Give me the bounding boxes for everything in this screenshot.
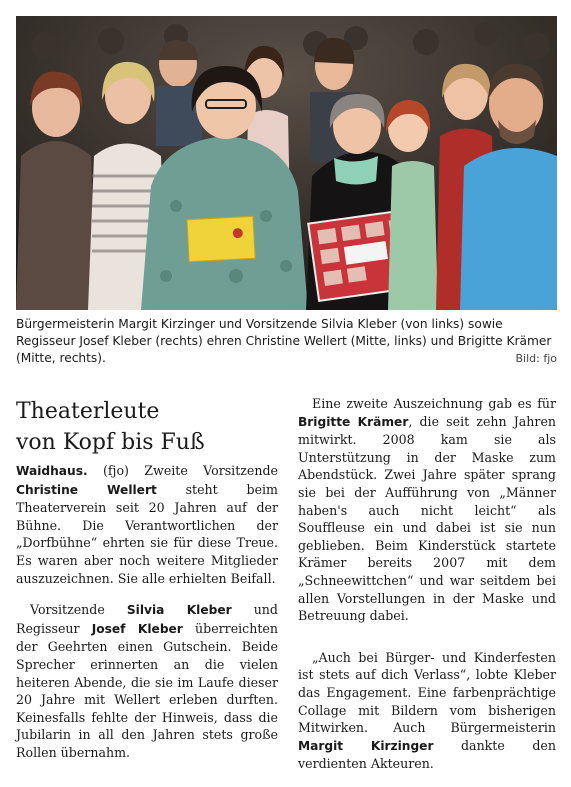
name-silvia-kleber: Silvia Kleber [126, 603, 232, 618]
article-paragraph-4: „Auch bei Bürger- und Kinderfesten ist stets auf dich Verlass“, lobte Kleber das Engagement. Eine farbenprächtige Collage mit Bildern vom bisherigen Mitwirken. Auch Bürgermeisterin Margit Kirzinger dankte den verdienten Akteuren. [298, 649, 556, 772]
article-paragraph-1: Waidhaus. (fjo) Zweite Vorsitzende Christine Wellert steht beim Theaterverein seit 20 Jahren auf der Bühne. Die Verantwortlichen der „Dorfbühne“ ehrten sie für diese Treue. Es waren aber noch weitere Mitglieder auszuzeichnen. Sie alle erhielten Beifall. [16, 463, 279, 586]
photo-caption [16, 316, 557, 367]
group-photo [16, 16, 557, 310]
article-paragraph-3: Eine zweite Auszeichnung gab es für Brigitte Krämer, die seit zehn Jahren mitwirkt. 2008 kam sie als Unterstützung in der Maske zum Abendstück. Zwei Jahre später sprang sie bei der Aufführung von „Männer haben's auch nicht leicht“ als Souffleuse ein und dabei ist sie nun geblieben. Beim Kinderstück startete Krämer bereits 2007 mit dem „Schneewittchen“ und war seitdem bei allen Vorstellungen in der Maske und Betreuung dabei. [298, 396, 557, 624]
name-christine-wellert: Christine Wellert [16, 482, 157, 497]
name-josef-kleber: Josef Kleber [91, 621, 183, 636]
name-brigitte-kraemer: Brigitte Krämer [298, 414, 409, 429]
headline-line-1: Theaterleute [16, 399, 160, 424]
caption-text: Bürgermeisterin Margit Kirzinger und Vorsitzende Silvia Kleber (von links) sowie Regisseur Josef Kleber (rechts) ehren Christine Wellert (Mitte, links) und Brigitte Krämer (Mitte, rechts). [16, 317, 552, 365]
headline-line-2: von Kopf bis Fuß [16, 430, 205, 455]
article-headline [16, 396, 286, 458]
photo-credit: Bild: fjo [515, 352, 557, 365]
dateline: Waidhaus. [16, 464, 88, 478]
name-margit-kirzinger: Margit Kirzinger [298, 738, 434, 753]
article-column-2 [298, 395, 556, 787]
article-paragraph-2: Vorsitzende Silvia Kleber und Regisseur Josef Kleber überreichten der Geehrten einen Gutschein. Beide Sprecher erinnerten an die vielen heiteren Abende, die sie im Laufe dieser 20 Jahre mit Wellert erleben durften. Keinesfalls fehlte der Hinweis, dass die Jubilarin in all den Jahren stets große Rollen übernahm. [16, 602, 278, 760]
article-column-1 [16, 462, 278, 776]
group-photo-illustration [16, 16, 557, 310]
